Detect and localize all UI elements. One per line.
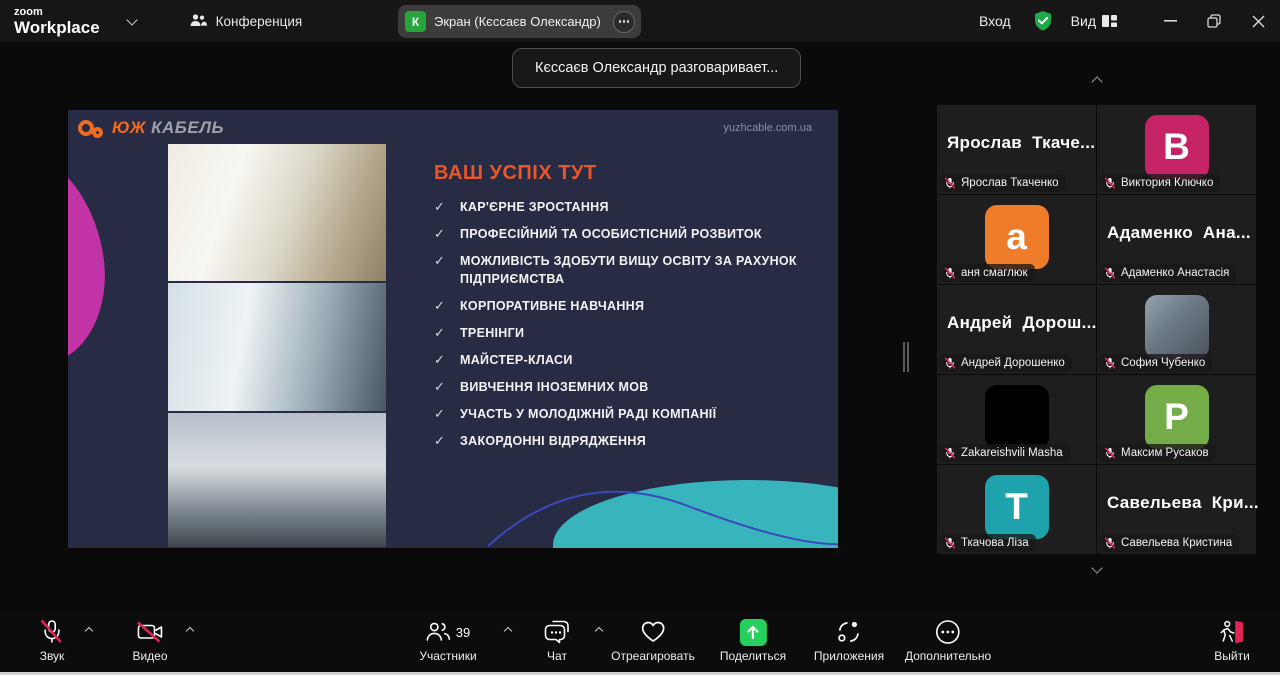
- participant-display-name: Ярослав Ткаче...: [947, 133, 1096, 152]
- slide-bullet: [434, 225, 826, 243]
- slide-bullet-list: [434, 198, 826, 459]
- shared-screen-slide: [68, 110, 838, 548]
- check-icon: ✓: [434, 379, 446, 394]
- participant-tile[interactable]: [1097, 375, 1256, 464]
- react-button[interactable]: [611, 618, 695, 663]
- more-button[interactable]: [905, 618, 991, 663]
- tab-meeting-label: Конференция: [215, 13, 303, 29]
- participant-name-pill: [939, 534, 1036, 552]
- participant-tile[interactable]: [1097, 285, 1256, 374]
- tab-options-ellipsis-icon[interactable]: [613, 11, 635, 33]
- participants-icon: [426, 620, 452, 644]
- chevron-down-icon[interactable]: [126, 14, 137, 25]
- window-titlebar: [0, 0, 1280, 42]
- mic-off-icon: [944, 447, 956, 459]
- audio-button[interactable]: [40, 618, 65, 663]
- video-options-chevron[interactable]: [183, 628, 197, 638]
- active-speaker-toast: Кєссаєв Олександр разговаривает...: [512, 48, 801, 88]
- yuzhcable-logo: [78, 118, 224, 138]
- slide-bullet-text: КАР'ЄРНЕ ЗРОСТАННЯ: [460, 200, 609, 214]
- more-label: Дополнительно: [904, 649, 992, 663]
- mic-off-icon: [1104, 447, 1116, 459]
- participant-name-pill: [939, 264, 1035, 282]
- people-icon: [189, 13, 208, 29]
- participant-label: Адаменко Анастасія: [1121, 267, 1230, 279]
- audio-options-chevron[interactable]: [82, 628, 96, 638]
- slide-bullet: [434, 198, 826, 216]
- titlebar-right-controls: [971, 0, 1280, 42]
- participant-label: Ярослав Ткаченко: [961, 177, 1059, 189]
- slide-bullet: [434, 378, 826, 396]
- avatar: a: [985, 205, 1049, 269]
- magenta-blob-decoration: [68, 143, 120, 378]
- participant-tile[interactable]: [937, 105, 1096, 194]
- mic-off-icon: [40, 619, 64, 645]
- view-label: Вид: [1070, 13, 1096, 29]
- participant-tile[interactable]: [937, 465, 1096, 554]
- participant-label: Zakareishvili Masha: [961, 447, 1063, 459]
- slide-bullet-text: ЗАКОРДОННІ ВІДРЯДЖЕННЯ: [460, 434, 646, 448]
- participant-tile[interactable]: [937, 285, 1096, 374]
- leave-label: Выйти: [1214, 649, 1250, 663]
- check-icon: ✓: [434, 226, 446, 241]
- slide-bullet-text: УЧАСТЬ У МОЛОДІЖНІЙ РАДІ КОМПАНІЇ: [460, 407, 717, 421]
- security-shield-icon[interactable]: [1033, 10, 1053, 32]
- react-label: Отреагировать: [611, 649, 695, 663]
- slide-bullet: [434, 351, 826, 369]
- check-icon: ✓: [434, 433, 446, 448]
- mic-off-icon: [944, 177, 956, 189]
- check-icon: ✓: [434, 199, 446, 214]
- gallery-scroll-up-button[interactable]: [1085, 78, 1109, 94]
- mic-off-icon: [1104, 177, 1116, 189]
- video-label: Видео: [132, 649, 168, 663]
- mic-off-icon: [944, 537, 956, 549]
- participant-label: Андрей Дорошенко: [961, 357, 1065, 369]
- signin-button[interactable]: Вход: [979, 13, 1011, 29]
- participant-tile[interactable]: [937, 375, 1096, 464]
- participant-tile[interactable]: [937, 195, 1096, 284]
- slide-photo-column: [168, 144, 386, 547]
- participant-tile[interactable]: [1097, 465, 1259, 554]
- mic-off-icon: [944, 357, 956, 369]
- participant-label: Максим Русаков: [1121, 447, 1209, 459]
- slide-bullet: [434, 324, 826, 342]
- slide-title: ВАШ УСПІХ ТУТ: [434, 162, 597, 184]
- logo-zoom-text: zoom: [14, 5, 43, 18]
- participant-tile[interactable]: [1097, 195, 1256, 284]
- heart-icon: [639, 619, 667, 645]
- apps-button[interactable]: [814, 618, 884, 663]
- view-layout-icon: [1102, 14, 1118, 28]
- participant-tile[interactable]: [1097, 105, 1256, 194]
- participants-count: 39: [455, 624, 471, 640]
- participant-label: София Чубенко: [1121, 357, 1206, 369]
- mic-off-icon: [1104, 267, 1116, 279]
- chat-icon: [543, 619, 571, 645]
- participant-display-name: Савельева Кри...: [1107, 493, 1259, 512]
- participant-name-pill: [1099, 354, 1212, 372]
- participants-button[interactable]: [419, 618, 476, 663]
- participant-photo-avatar: [1145, 295, 1209, 359]
- chat-options-chevron[interactable]: [592, 628, 606, 638]
- leave-meeting-icon: [1218, 619, 1246, 645]
- screen-share-avatar: К: [405, 11, 426, 32]
- slide-bullet-text: МАЙСТЕР-КЛАСИ: [460, 353, 573, 367]
- close-button[interactable]: [1236, 0, 1280, 42]
- avatar: T: [985, 475, 1049, 539]
- slide-bullet: [434, 432, 826, 450]
- sidebar-resize-handle[interactable]: [903, 342, 911, 372]
- video-off-icon: [135, 620, 165, 644]
- check-icon: ✓: [434, 253, 446, 268]
- participant-gallery: [937, 105, 1257, 554]
- participant-name-pill: [1099, 264, 1236, 282]
- photo-office-training: [168, 144, 386, 281]
- participant-name-pill: [939, 354, 1072, 372]
- meeting-stage: [0, 42, 1280, 612]
- participants-options-chevron[interactable]: [501, 628, 515, 638]
- participant-label: Ткачова Ліза: [961, 537, 1029, 549]
- slide-bullet-text: КОРПОРАТИВНЕ НАВЧАННЯ: [460, 299, 645, 313]
- participant-name-pill: [939, 174, 1066, 192]
- share-screen-icon: [739, 619, 766, 646]
- mic-off-icon: [1104, 537, 1116, 549]
- chat-label: Чат: [547, 649, 567, 663]
- logo-ring-icon: [92, 127, 103, 138]
- participant-name-pill: [1099, 444, 1216, 462]
- slide-bullet-text: ТРЕНІНГИ: [460, 326, 525, 340]
- slide-bullet: [434, 252, 826, 288]
- blue-curve-decoration: [488, 478, 838, 548]
- logo-text-gray: КАБЕЛЬ: [151, 118, 225, 137]
- mic-off-icon: [944, 267, 956, 279]
- logo-text-orange: ЮЖ: [112, 118, 147, 137]
- photo-team-highfive: [168, 283, 386, 411]
- slide-bullet: [434, 405, 826, 423]
- avatar: P: [1145, 385, 1209, 449]
- leave-button[interactable]: [1214, 618, 1250, 663]
- zoom-workplace-logo: [14, 7, 100, 36]
- apps-label: Приложения: [813, 649, 885, 663]
- check-icon: ✓: [434, 325, 446, 340]
- check-icon: ✓: [434, 406, 446, 421]
- video-button[interactable]: [132, 618, 167, 663]
- participant-display-name: Адаменко Ана...: [1107, 223, 1251, 242]
- more-ellipsis-icon: [935, 619, 961, 645]
- participant-label: аня смаглюк: [961, 267, 1028, 279]
- restore-button[interactable]: [1192, 0, 1236, 42]
- participant-name-pill: [1099, 174, 1220, 192]
- minimize-button[interactable]: [1148, 0, 1192, 42]
- logo-workplace-text: Workplace: [14, 17, 100, 37]
- check-icon: ✓: [434, 352, 446, 367]
- gallery-scroll-down-button[interactable]: [1085, 564, 1109, 580]
- apps-icon: [836, 619, 862, 645]
- slide-bullet-text: МОЖЛИВІСТЬ ЗДОБУТИ ВИЩУ ОСВІТУ ЗА РАХУНОК ПІДПРИЄМСТВА: [460, 254, 797, 286]
- audio-label: Звук: [39, 649, 65, 663]
- participants-label: Участники: [419, 649, 477, 663]
- participant-video-off: [985, 385, 1049, 449]
- slide-bullet-text: ПРОФЕСІЙНИЙ ТА ОСОБИСТІСНИЙ РОЗВИТОК: [460, 227, 762, 241]
- chat-button[interactable]: [543, 618, 571, 663]
- share-button[interactable]: [720, 618, 786, 663]
- tab-screen-share[interactable]: [398, 5, 641, 38]
- participant-display-name: Андрей Дорош...: [947, 313, 1097, 332]
- photo-business-travel: [168, 413, 386, 547]
- tab-meeting[interactable]: [181, 7, 311, 35]
- tab-screen-label: Экран (Кєссаєв Олександр): [434, 14, 601, 29]
- meeting-toolbar: [0, 612, 1280, 672]
- slide-bullet: [434, 297, 826, 315]
- share-label: Поделиться: [719, 649, 787, 663]
- mic-off-icon: [1104, 357, 1116, 369]
- participant-name-pill: [939, 444, 1070, 462]
- participant-label: Виктория Ключко: [1121, 177, 1214, 189]
- avatar: В: [1145, 115, 1209, 179]
- participant-label: Савельева Кристина: [1121, 537, 1233, 549]
- website-url: yuzhcable.com.ua: [723, 122, 812, 134]
- check-icon: ✓: [434, 298, 446, 313]
- view-button[interactable]: [1071, 13, 1118, 29]
- participant-name-pill: [1099, 534, 1239, 552]
- slide-bullet-text: ВИВЧЕННЯ ІНОЗЕМНИХ МОВ: [460, 380, 649, 394]
